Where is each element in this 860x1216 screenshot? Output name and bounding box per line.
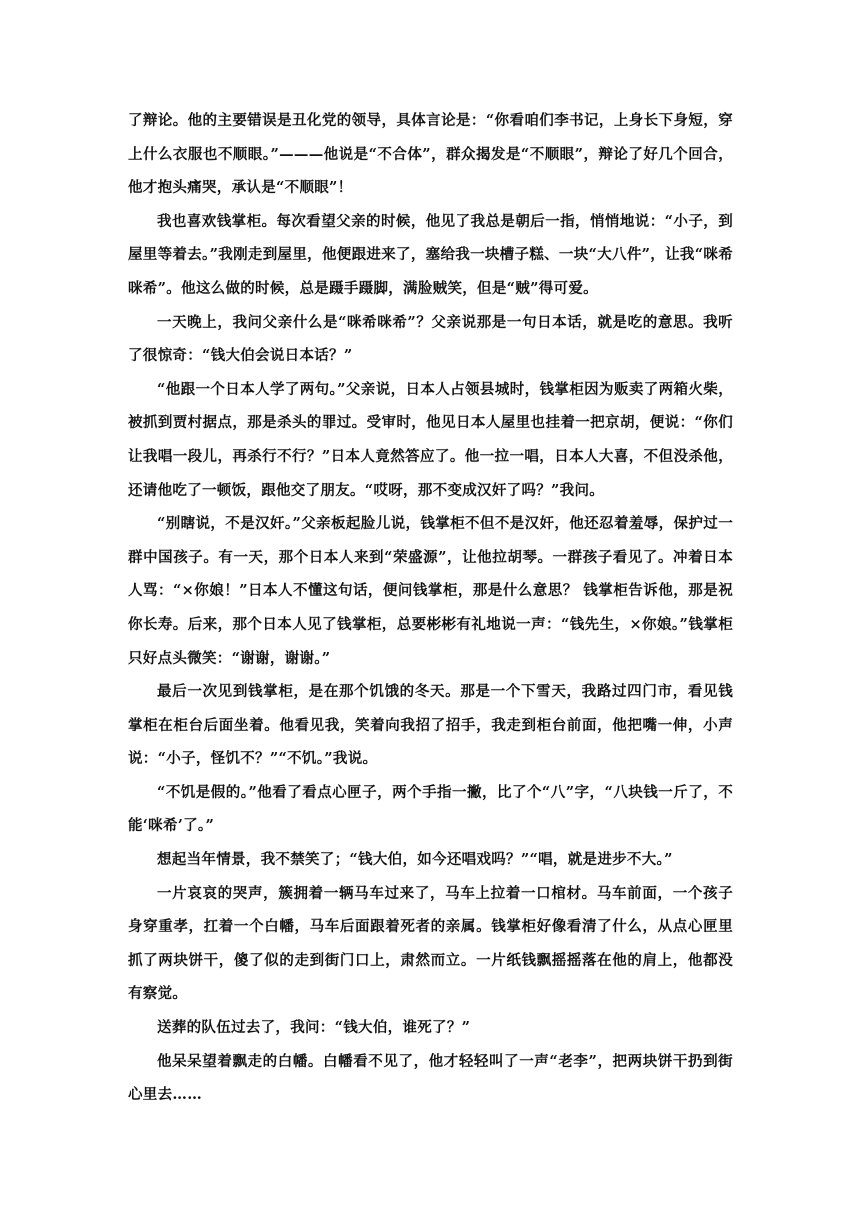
paragraph: “不饥是假的。”他看了看点心匣子，两个手指一撇，比了个“八”字，“八块钱一斤了，不能‘咪希’了。” — [128, 783, 733, 835]
paragraph: “他跟一个日本人学了两句。”父亲说，日本人占领县城时，钱掌柜因为贩卖了两箱火柴，被抓到贾村据点，那是杀头的罪过。受审时，他见日本人屋里也挂着一把京胡，便说：“你们让我唱一段儿，再杀行不行？”日本人竟然答应了。他一拉一唱，日本人大喜，不但没杀他，还请他吃了一顿饭，跟他交了朋友。“哎呀，那不变成汉奸了吗？”我问。 — [128, 380, 733, 499]
paragraph: “别瞎说，不是汉奸。”父亲板起脸儿说，钱掌柜不但不是汉奸，他还忍着羞辱，保护过一群中国孩子。有一天，那个日本人来到“荣盛源”，让他拉胡琴。一群孩子看见了。冲着日本人骂：“×你娘！”日本人不懂这句话，便问钱掌柜，那是什么意思？ 钱掌柜告诉他，那是祝你长寿。后来，那个日本人见了钱掌柜，总要彬彬有礼地说一声：“钱先生，×你娘。”钱掌柜只好点头微笑：“谢谢，谢谢。” — [128, 515, 733, 667]
paragraph: 一片哀哀的哭声，簇拥着一辆马车过来了，马车上拉着一口棺材。马车前面，一个孩子身穿重孝，扛着一个白幡，马车后面跟着死者的亲属。钱掌柜好像看清了什么，从点心匣里抓了两块饼干，傻了似的走到街门口上，肃然而立。一片纸钱飘摇摇落在他的肩上，他都没有察觉。 — [128, 884, 733, 1003]
paragraph: 一天晚上，我问父亲什么是“咪希咪希”？父亲说那是一句日本话，就是吃的意思。我听了很惊奇：“钱大伯会说日本话？” — [128, 313, 733, 365]
document-page — [128, 104, 733, 1112]
paragraph: 送葬的队伍过去了，我问：“钱大伯，谁死了？” — [157, 1019, 471, 1037]
paragraph: 最后一次见到钱掌柜，是在那个饥饿的冬天。那是一个下雪天，我路过四门市，看见钱掌柜在柜台后面坐着。他看见我，笑着向我招了招手，我走到柜台前面，他把嘴一伸，小声说：“小子，怪饥不？”“不饥。”我说。 — [128, 683, 733, 768]
paragraph: 想起当年情景，我不禁笑了；“钱大伯，如今还唱戏吗？”“唱，就是进步不大。” — [157, 851, 673, 869]
paragraph: 他呆呆望着飘走的白幡。白幡看不见了，他才轻轻叫了一声“老李”，把两块饼干扔到街心里去…… — [128, 1052, 733, 1104]
paragraph: 我也喜欢钱掌柜。每次看望父亲的时候，他见了我总是朝后一指，悄悄地说：“小子，到屋里等着去。”我刚走到屋里，他便跟进来了，塞给我一块槽子糕、一块“大八件”，让我“咪希咪希”。他这么做的时候，总是蹑手蹑脚，满脸贼笑，但是“贼”得可爱。 — [128, 212, 733, 297]
paragraph: 了辩论。他的主要错误是丑化党的领导，具体言论是：“你看咱们李书记，上身长下身短，穿上什么衣服也不顺眼。”———他说是“不合体”，群众揭发是“不顺眼”，辩论了好几个回合，他才抱头痛哭，承认是“不顺眼”！ — [128, 112, 733, 197]
